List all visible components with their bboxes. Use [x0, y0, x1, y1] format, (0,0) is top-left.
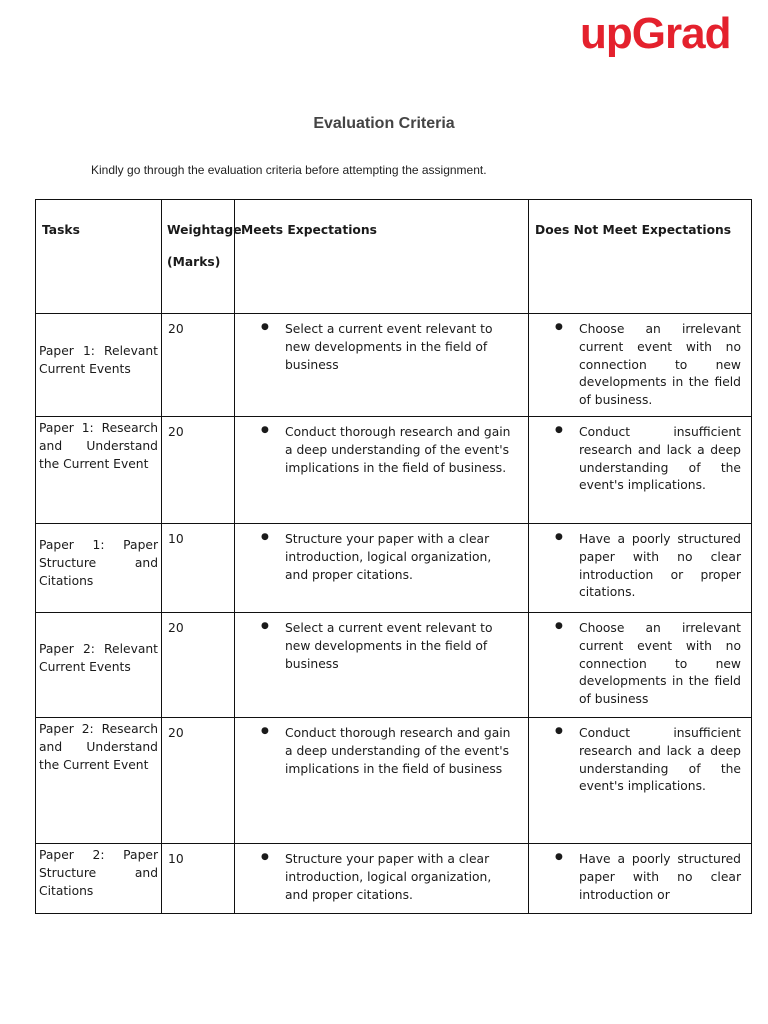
marks-cell: 10 — [162, 844, 235, 914]
task-cell: Paper 2: Paper Structure and Citations — [36, 844, 162, 914]
header-tasks: Tasks — [36, 200, 162, 314]
task-label: Paper 1: Paper Structure and Citations — [39, 538, 158, 588]
not-meets-item: ● Conduct insufficient research and lack a deep understanding of the event's implications. — [579, 725, 741, 796]
meets-item: ● Select a current event relevant to new developments in the field of business — [285, 620, 518, 673]
not-meets-cell — [529, 718, 752, 844]
meets-item: ● Structure your paper with a clear introduction, logical organization, and proper citations. — [285, 531, 518, 584]
table-row — [36, 524, 752, 613]
table-row — [36, 844, 752, 914]
marks-cell: 20 — [162, 417, 235, 524]
meets-cell — [235, 844, 529, 914]
meets-cell — [235, 613, 529, 718]
task-cell: Paper 2: Research and Understand the Current Event — [36, 718, 162, 844]
not-meets-item: ● Conduct insufficient research and lack a deep understanding of the event's implications. — [579, 424, 741, 495]
header-meets-expectations: Meets Expectations — [235, 200, 529, 314]
upgrad-logo: upGrad — [580, 9, 731, 58]
not-meets-cell — [529, 417, 752, 524]
table-row — [36, 314, 752, 417]
page-title: Evaluation Criteria — [313, 115, 455, 132]
marks-cell: 10 — [162, 524, 235, 613]
table-row — [36, 613, 752, 718]
table-row — [36, 718, 752, 844]
marks-cell: 20 — [162, 718, 235, 844]
not-meets-item: ● Have a poorly structured paper with no clear introduction or proper citations. — [579, 531, 741, 602]
header-weightage-unit: (Marks) — [167, 254, 221, 269]
task-cell — [36, 524, 162, 613]
meets-item: ● Conduct thorough research and gain a deep understanding of the event's implications in the field of business — [285, 725, 518, 778]
task-cell — [36, 314, 162, 417]
meets-item: ● Structure your paper with a clear introduction, logical organization, and proper citations. — [285, 851, 518, 904]
not-meets-item: ● Have a poorly structured paper with no clear introduction or — [579, 851, 741, 904]
meets-cell — [235, 314, 529, 417]
task-cell — [36, 613, 162, 718]
header-does-not-meet-expectations: Does Not Meet Expectations — [529, 200, 752, 314]
header-weightage-label: Weightage — [167, 223, 242, 237]
not-meets-cell — [529, 613, 752, 718]
meets-cell — [235, 524, 529, 613]
header-weightage — [162, 200, 242, 314]
not-meets-item: ● Choose an irrelevant current event with no connection to new developments in the field of business — [579, 620, 741, 709]
not-meets-cell — [529, 524, 752, 613]
not-meets-cell — [529, 844, 752, 914]
marks-cell: 20 — [162, 314, 235, 417]
meets-item: ● Conduct thorough research and gain a deep understanding of the event's implications in the field of business. — [285, 424, 518, 477]
intro-text: Kindly go through the evaluation criteria before attempting the assignment. — [91, 163, 487, 177]
task-cell: Paper 1: Research and Understand the Current Event — [36, 417, 162, 524]
meets-cell — [235, 417, 529, 524]
not-meets-item: ● Choose an irrelevant current event with no connection to new developments in the field of business. — [579, 321, 741, 410]
table-row — [36, 417, 752, 524]
marks-cell: 20 — [162, 613, 235, 718]
evaluation-criteria-table — [35, 199, 752, 914]
meets-cell — [235, 718, 529, 844]
meets-item: ● Select a current event relevant to new developments in the field of business — [285, 321, 518, 374]
task-label: Paper 2: Relevant Current Events — [39, 642, 158, 674]
table-header-row — [36, 200, 752, 314]
not-meets-cell — [529, 314, 752, 417]
task-label: Paper 1: Relevant Current Events — [39, 344, 158, 376]
